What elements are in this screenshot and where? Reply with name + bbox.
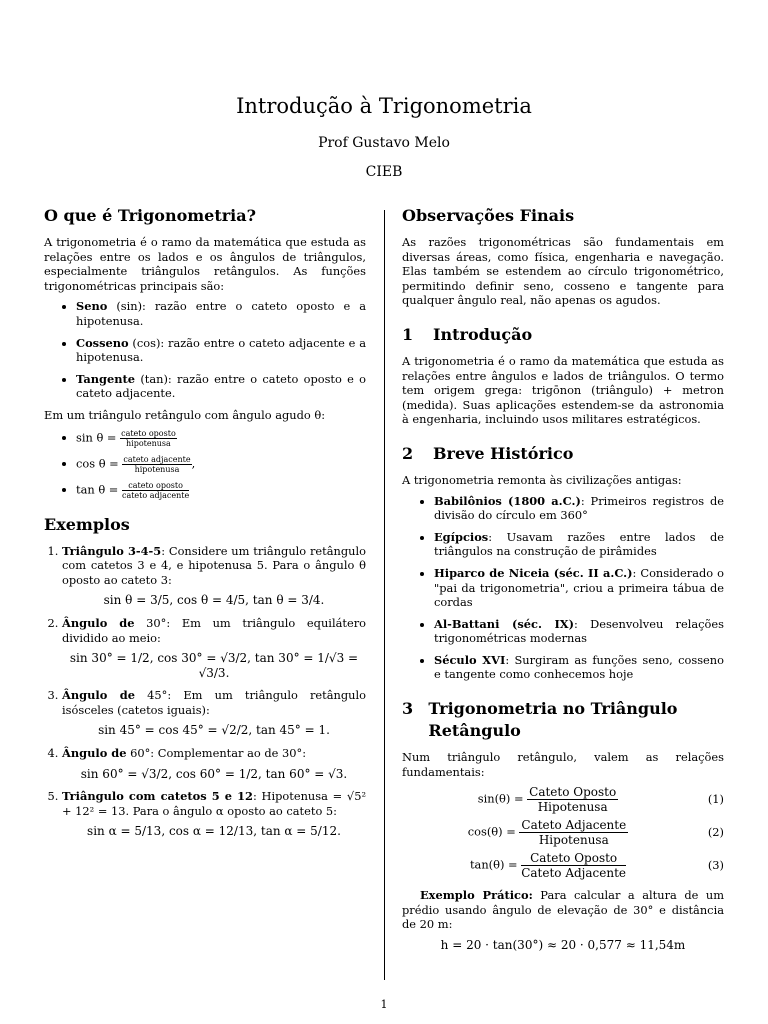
list-item: • Século XVI: Surgiram as funções seno, cosseno e tangente como conhecemos hoje	[434, 653, 724, 682]
list-item: • Al-Battani (séc. IX): Desenvolveu relações trigonométricas modernas	[434, 617, 724, 646]
history-list	[402, 494, 724, 683]
equation: sin 60° = √3/2, cos 60° = 1/2, tan 60° = √3.	[80, 766, 348, 781]
introduction-paragraph: A trigonometria é o ramo da matemática que estuda as relações entre ângulos e lados de triângulos. O termo tem origem grega: trigōnon (triângulo) + metron (medida). Suas aplicações estendem-se da astronomia à engenharia, incluindo usos militares estratégicos.	[402, 353, 724, 427]
equation-number: (2)	[707, 825, 724, 840]
acute-angle-text: Em um triângulo retângulo com ângulo agudo θ:	[44, 407, 326, 422]
equation: sin θ = 3/5, cos θ = 4/5, tan θ = 3/4.	[103, 593, 325, 608]
section-heading-examples: Exemplos	[44, 514, 130, 534]
list-item: 5. Triângulo com catetos 5 e 12: Hipotenusa = √5² + 12² = 13. Para o ângulo α oposto ao cateto 5: sin α = 5/13, cos α = 12/13, tan α = 5/12.	[62, 789, 366, 839]
paper-title: Introdução à Trigonometria	[236, 94, 532, 118]
equation: sin α = 5/13, cos α = 12/13, tan α = 5/12.	[87, 824, 341, 839]
section-heading-observations: Observações Finais	[402, 206, 575, 225]
list-item: 2. Ângulo de 30°: Em um triângulo equilátero dividido ao meio: sin 30° = 1/2, cos 30° = √3/2, tan 30° = 1/√3 = √3/3.	[62, 616, 366, 680]
functions-list	[44, 299, 366, 401]
list-item: • Hiparco de Niceia (séc. II a.C.): Considerado o "pai da trigonometria", criou a primeira tábua de cordas	[434, 566, 724, 610]
page-number: 1	[380, 998, 388, 1011]
list-item: 3. Ângulo de 45°: Em um triângulo retângulo isósceles (catetos iguais): sin 45° = cos 45° = √2/2, tan 45° = 1.	[62, 688, 366, 738]
author-name: Prof Gustavo Melo	[318, 135, 450, 151]
equation: sin 30° = 1/2, cos 30° = √3/2, tan 30° = 1/√3 = √3/3.	[69, 651, 359, 680]
list-item: • tan θ = $\frac{\text{cateto oposto}}{\text{cateto adjacente}}$	[76, 481, 366, 500]
section-heading-right-triangle: 3 Trigonometria no Triângulo Retângulo	[402, 699, 678, 741]
section-heading-what-is: O que é Trigonometria?	[44, 206, 256, 225]
list-item: • Egípcios: Usavam razões entre lados de triângulos na construção de pirâmides	[434, 530, 724, 559]
definitions-list	[44, 429, 366, 500]
list-item: 4. Ângulo de 60°: Complementar ao de 30°: sin 60° = √3/2, cos 60° = 1/2, tan 60° = √3.	[62, 746, 366, 781]
practical-example: Exemplo Prático: Para calcular a altura de um prédio usando ângulo de elevação de 30° e distância de 20 m:	[402, 888, 724, 932]
equation-row: sin(θ) = Cateto Oposto Hipotenusa (1)	[477, 785, 724, 815]
column-divider	[384, 210, 385, 980]
left-column	[44, 205, 366, 847]
section-heading-introduction: 1 Introdução	[402, 324, 533, 344]
observations-paragraph: As razões trigonométricas são fundamentais em diversas áreas, como física, engenharia e navegação. Elas também se estendem ao círculo trigonométrico, permitindo definir seno, cosseno e tangente para qualquer ângulo real, não apenas os agudos.	[402, 235, 724, 308]
intro-paragraph: A trigonometria é o ramo da matemática que estuda as relações entre os lados e os ângulos de triângulos, especialmente triângulos retângulos. As funções trigonométricas principais são:	[44, 235, 366, 293]
list-item: • Babilônios (1800 a.C.): Primeiros registros de divisão do círculo em 360°	[434, 494, 724, 523]
equation-row: cos(θ) = Cateto Adjacente Hipotenusa (2)	[467, 818, 724, 848]
relations-intro: Num triângulo retângulo, valem as relações fundamentais:	[402, 750, 724, 779]
list-item: • Cosseno (cos): razão entre o cateto adjacente e a hipotenusa.	[76, 336, 366, 365]
equation-row: tan(θ) = Cateto Oposto Cateto Adjacente (3)	[469, 851, 724, 881]
history-intro: A trigonometria remonta às civilizações antigas:	[402, 472, 682, 487]
list-item: • sin θ = $\frac{\text{cateto oposto}}{\text{hipotenusa}}$	[76, 429, 366, 448]
example-equation: h = 20 · tan(30°) ≈ 20 · 0,577 ≈ 11,54m	[440, 938, 686, 953]
examples-list	[44, 544, 366, 840]
list-item: • Tangente (tan): razão entre o cateto oposto e o cateto adjacente.	[76, 372, 366, 401]
equation-number: (1)	[707, 792, 724, 807]
equation-number: (3)	[707, 858, 724, 873]
institution: CIEB	[365, 164, 403, 180]
equation: sin 45° = cos 45° = √2/2, tan 45° = 1.	[98, 723, 330, 738]
list-item: • cos θ = $\frac{\text{cateto adjacente}}{\text{hipotenusa}}$ ,	[76, 455, 366, 474]
list-item: • Seno (sin): razão entre o cateto oposto e a hipotenusa.	[76, 299, 366, 328]
section-heading-history: 2 Breve Histórico	[402, 443, 574, 463]
list-item: 1. Triângulo 3-4-5: Considere um triângulo retângulo com catetos 3 e 4, e hipotenusa 5. Para o ângulo θ oposto ao cateto 3: sin θ = 3/5, cos θ = 4/5, tan θ = 3/4.	[62, 544, 366, 608]
right-column	[402, 205, 724, 961]
